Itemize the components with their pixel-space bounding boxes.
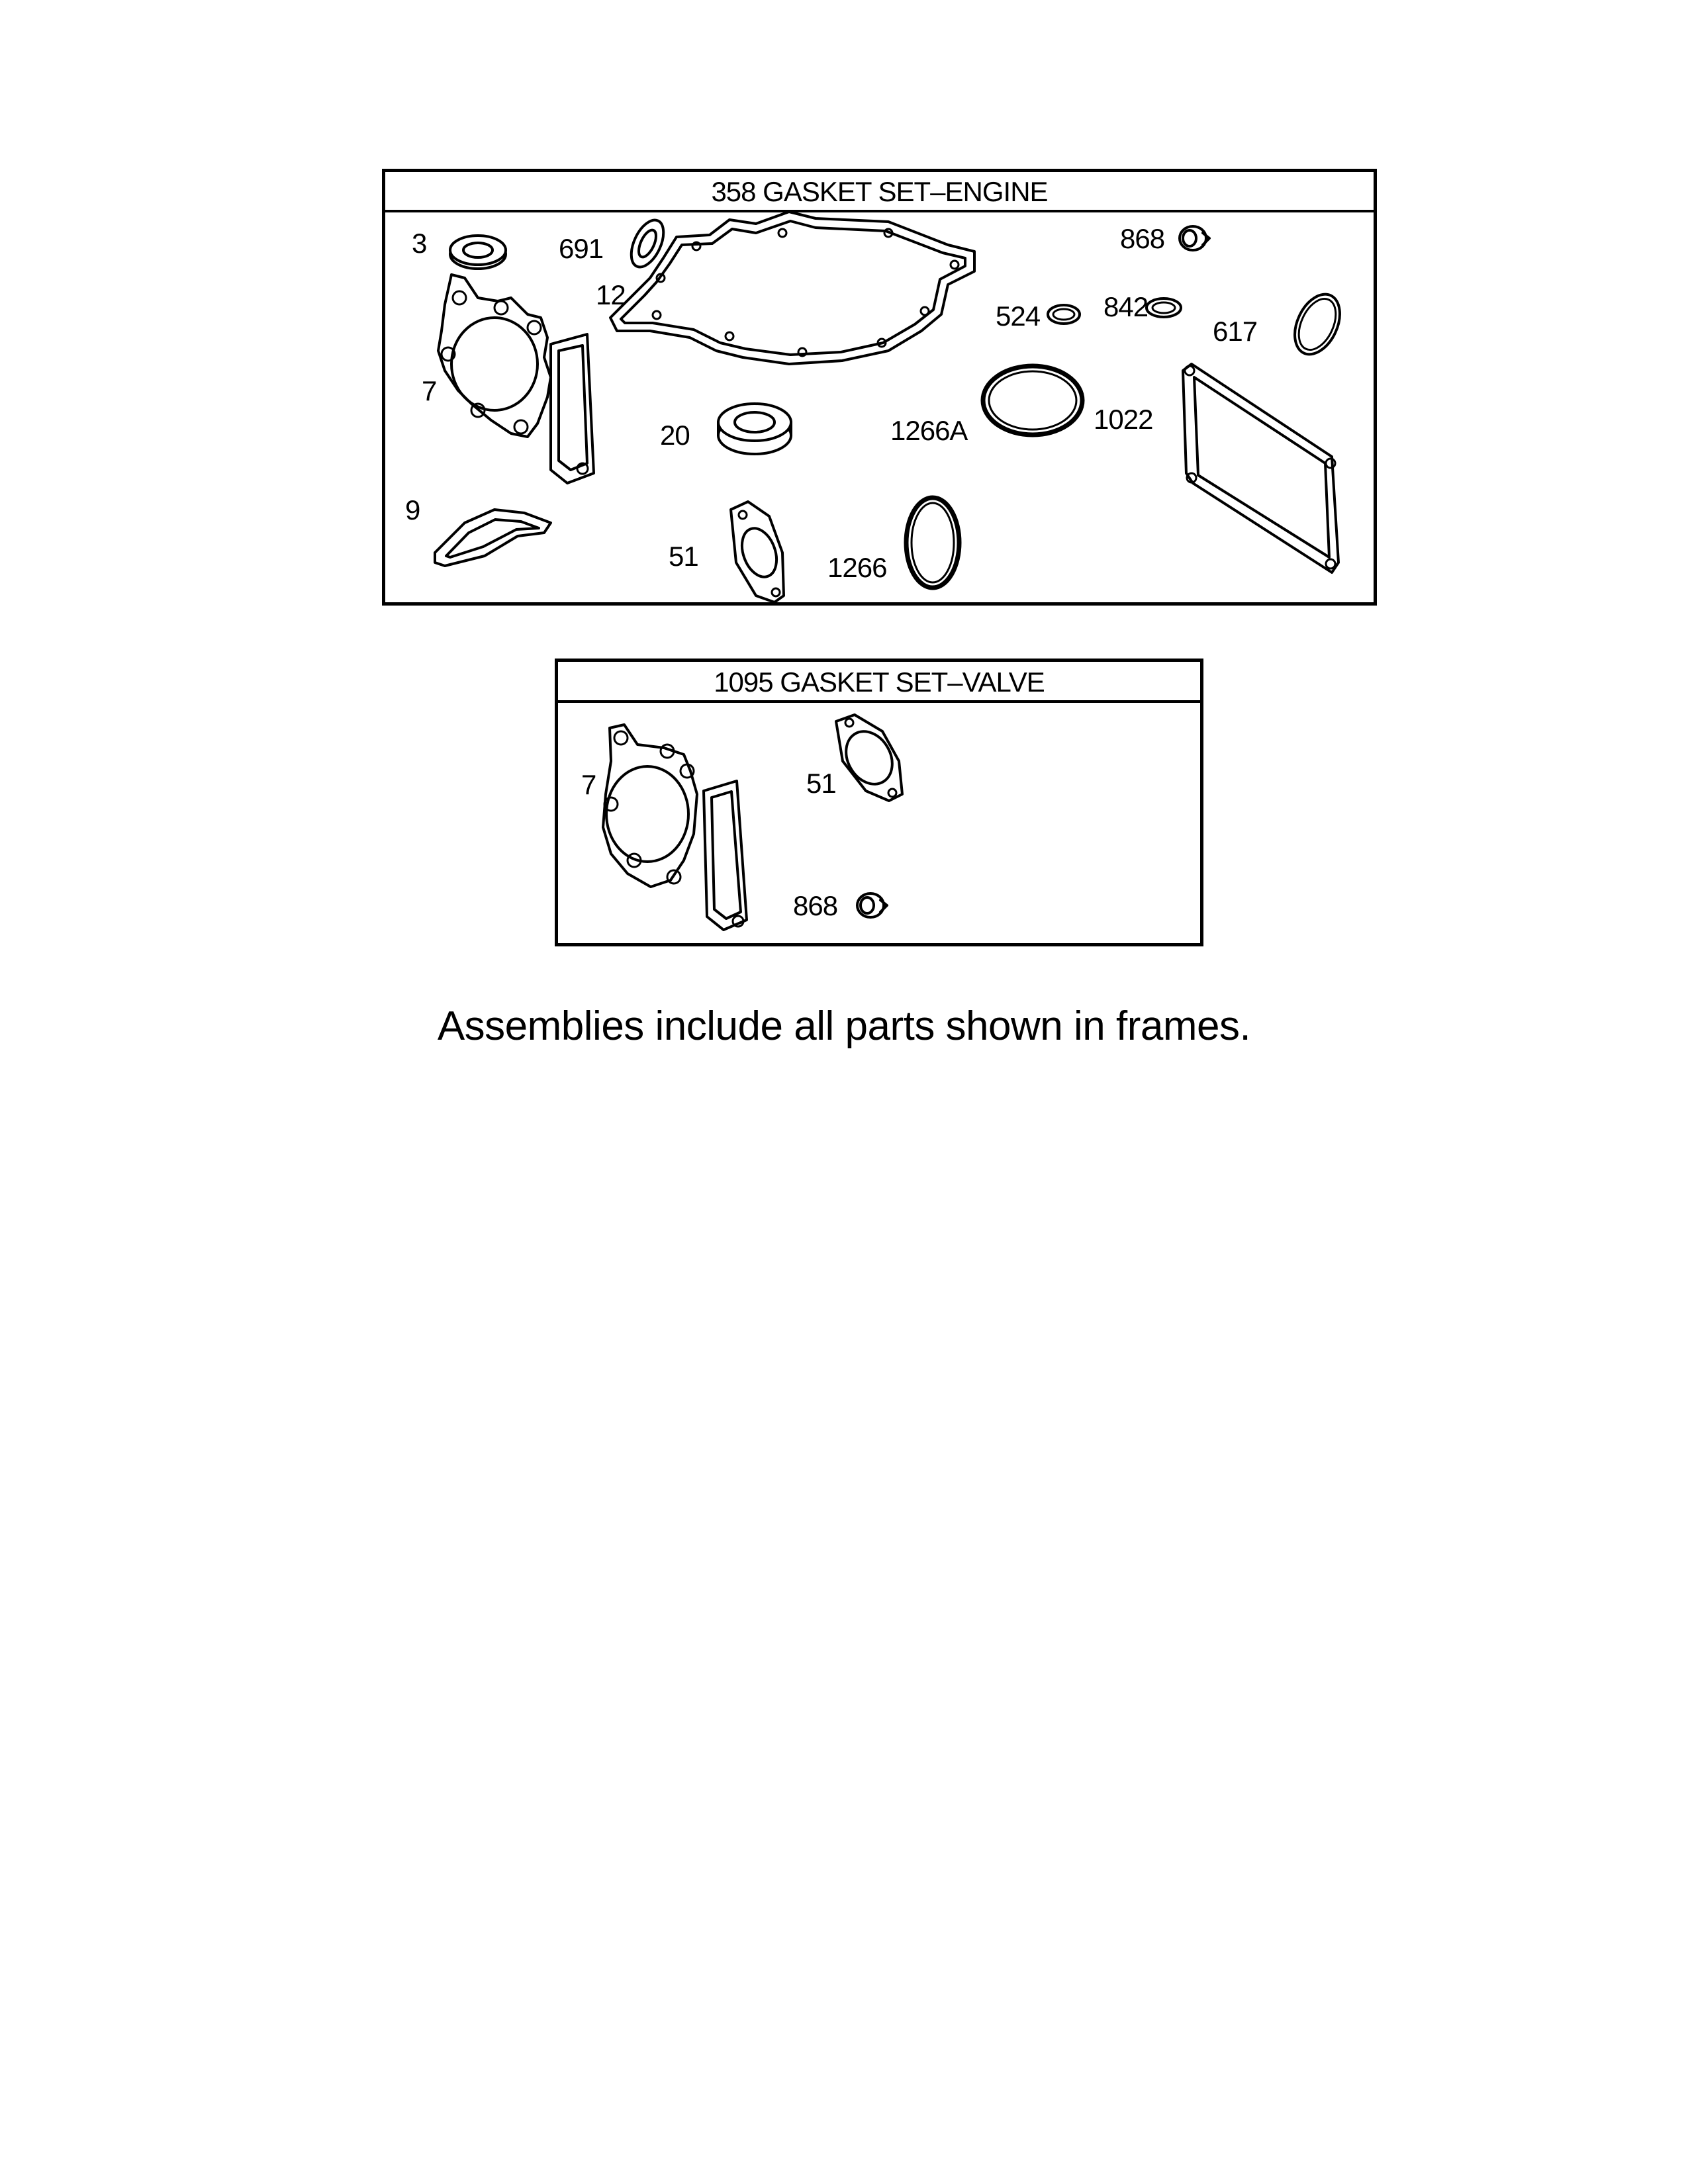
label-part-20: 20 <box>660 420 690 451</box>
engine-gasket-set-frame <box>382 169 1377 606</box>
label-part-868: 868 <box>1120 223 1165 254</box>
oil-seal-part-3 <box>450 236 506 269</box>
o-ring-part-617-inner <box>1291 293 1343 356</box>
engine-gasket-set-title: 358 GASKET SET–ENGINE <box>385 172 1374 212</box>
cylinder-head-gasket-part-7 <box>438 275 594 483</box>
label-part-3: 3 <box>412 228 427 259</box>
seal-part-691 <box>625 215 670 272</box>
intake-gasket-part-51 <box>731 502 784 602</box>
label-part-1266A: 1266A <box>890 415 968 446</box>
valve-gasket-set-title: 1095 GASKET SET–VALVE <box>558 662 1200 703</box>
label-part-7: 7 <box>581 769 596 800</box>
label-part-51: 51 <box>806 768 836 799</box>
label-part-691: 691 <box>559 233 604 264</box>
label-part-1022: 1022 <box>1094 404 1153 435</box>
valve-cover-gasket-part-1022 <box>1183 364 1338 572</box>
o-ring-part-617 <box>1286 287 1349 361</box>
label-part-51: 51 <box>669 541 698 572</box>
cylinder-head-gasket-part-7 <box>603 725 747 930</box>
assemblies-note: Assemblies include all parts shown in frames. <box>437 1003 1251 1049</box>
o-ring-part-1266 <box>906 498 959 588</box>
label-part-617: 617 <box>1213 316 1258 347</box>
o-ring-part-524-inner <box>1053 309 1074 320</box>
intake-gasket-part-51 <box>836 715 902 801</box>
label-part-868: 868 <box>793 890 838 921</box>
o-ring-part-1266A-inner <box>989 371 1076 430</box>
label-part-12: 12 <box>596 279 626 310</box>
label-part-1266: 1266 <box>827 552 887 583</box>
valve-gasket-set-diagram <box>558 662 1200 943</box>
label-part-842: 842 <box>1103 291 1149 322</box>
engine-gasket-set-diagram <box>385 172 1374 602</box>
valve-stem-seal-part-868 <box>857 893 887 917</box>
o-ring-part-842-inner <box>1152 302 1175 313</box>
o-ring-part-1266-inner <box>912 503 954 582</box>
o-ring-part-1266A <box>983 366 1082 435</box>
valve-stem-seal-part-868 <box>1180 226 1209 250</box>
label-part-524: 524 <box>996 300 1041 332</box>
crankcase-gasket-part-12 <box>610 212 974 364</box>
gasket-part-9 <box>435 510 551 566</box>
label-part-9: 9 <box>405 494 420 525</box>
oil-seal-part-20 <box>718 404 791 454</box>
valve-gasket-set-frame <box>555 659 1203 946</box>
label-part-7: 7 <box>422 375 437 406</box>
